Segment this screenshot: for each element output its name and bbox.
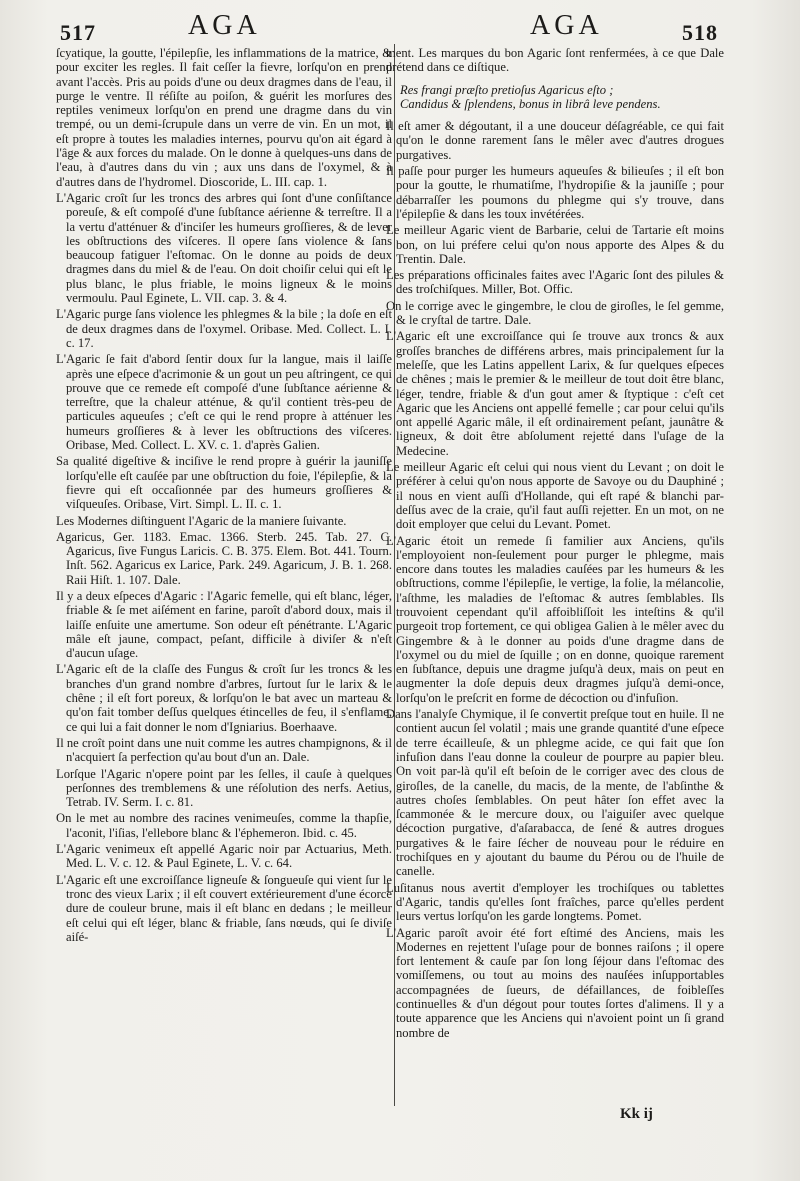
paragraph: Il ne croît point dans une nuit comme les autres champignons, & il n'acquiert ſa perfection qu'au bout d'un an. Dale. [56,735,392,765]
paragraph: On le corrige avec le gingembre, le clou de giroſles, le ſel gemme, & le cryſtal de tartre. Dale. [386,298,724,328]
paragraph: Lorſque l'Agaric n'opere point par les ſelles, il cauſe à quelques perſonnes des tremblemens & une réſolution des nerfs. Aetius, Tetrab. IV. Serm. I. c. 81. [56,766,392,810]
paragraph: Il paſſe pour purger les humeurs aqueuſes & bilieuſes ; il eſt bon pour la goutte, le rhumatiſme, l'hydropiſie & la jauniſſe ; pour débarraſſer les poumons du phlegme qui s'y trouve, dans l'épilepſie & dans les toux invétérées. [386,164,724,221]
latin-distich [386,83,724,112]
paragraph: On le met au nombre des racines venimeuſes, comme la thapſie, l'aconit, l'iſias, l'ellebore blanc & l'éphemeron. Ibid. c. 45. [56,811,392,840]
left-column [56,46,392,946]
paragraph: L'Agaric purge ſans violence les phlegmes & la bile ; la doſe en eſt de deux dragmes dans de l'oxymel. Oribase. Med. Collect. L. I. c. 17. [56,307,392,350]
paragraph: Agaricus, Ger. 1183. Emac. 1366. Sterb. 245. Tab. 27. C. Agaricus, ſive Fungus Laricis. C. B. 375. Elem. Bot. 441. Tourn. Inſt. 562. Agaricus ex Larice, Park. 249. Agaricum, J. B. 1. 268. Raii Hiſt. 1. 107. Dale. [56,529,392,587]
paragraph: L'Agaric venimeux eſt appellé Agaric noir par Actuarius, Meth. Med. L. V. c. 12. & Paul Eginete, L. V. c. 64. [56,842,392,871]
paragraph: Dans l'analyſe Chymique, il ſe convertit preſque tout en huile. Il ne contient aucun ſel volatil ; mais une grande quantité d'une eſpece de terre écailleuſe, & un phlegme acide, ce qui fait que ſon infuſion dans l'eau donne la couleur de pourpre au papier bleu. On voit par-là qu'il eſt beſoin de le corriger avec des clous de giroſles, de la canelle, du macis, de la mente, de l'abſinthe & autres choſes ſemblables. On peut hâter ſon effet avec la ſcammonée & le mercure doux, ou l'aiguiſer avec quelque décoction purgative, d'aſarabacca, de ſené & autres drogues purgatives & le faire ſécher de nouveau pour le réduire en trochiſques en y ajoutant du baume du Pérou ou de l'huile de canelle. [386,707,724,879]
left-header-word: AGA [188,10,261,41]
verse-line: Res frangi præſto pretioſus Agaricus eſto ; [400,82,614,97]
paragraph: L'Agaric eſt de la claſſe des Fungus & croît ſur les troncs & les branches d'un grand nombre d'arbres, ſurtout ſur le larix & le chêne ; il eſt fort poreux, & lorſqu'on le bat avec un marteau & qu'on fait tomber deſſus quelques étincelles de feu, il s'enflame, ce qui lui a fait donner le nom d'Igniarius. Boerhaave. [56,662,392,734]
paragraph: L'Agaric eſt une excroiſſance qui ſe trouve aux troncs & aux groſſes branches de différens arbres, mais principalement ſur la meleſſe, que les Latins appellent Larix, & ſur quelques eſpeces de chênes ; mais le premier & le meilleur de tout doit être blanc, léger, tendre, friable & d'un gout amer & ſtyptique : c'eſt cet Agaric que les Anciens ont appellé femelle ; car pour celui qu'ils ont appellé Agaric mâle, il eſt ordinairement peſant, jaunâtre & ligneux, & doit être abſolument rejetté dans l'uſage de la Medecine. [386,329,724,458]
paragraph: Le meilleur Agaric eſt celui qui nous vient du Levant ; on doit le préférer à celui qu'on nous apporte de Savoye ou du Dauphiné ; il nous en vient auſſi d'Hollande, qui eſt rapé & blanchi par-deſſus avec de la craie, qu'il faut auſſi rejetter. En un mot, on ne doit employer que celui du Levant. Pomet. [386,460,724,532]
signature-mark: Kk ij [620,1106,653,1122]
paragraph: Les préparations officinales faites avec l'Agaric ſont des pilules & des troſchiſques. Miller, Bot. Offic. [386,268,724,297]
paragraph: Luſitanus nous avertit d'employer les trochiſques ou tablettes d'Agaric, tandis qu'elles ſont fraîches, parce qu'elles perdent leurs vertus lorſqu'on les garde longtems. Pomet. [386,880,724,924]
right-header-word: AGA [530,10,603,41]
paragraph: ſcyatique, la goutte, l'épilepſie, les inflammations de la matrice, & pour exciter les regles. Il fait ceſſer la fievre, lorſqu'on en prend avant l'accès. Pris au poids d'une ou deux dragmes dans de l'eau, il purge le ventre. Il réſiſte au poiſon, & guérit les morſures des reptiles venimeux lorſqu'on en prend une dragme dans du vin trempé, ou un demi-ſcrupule dans un verre de vin. En un mot, il eſt propre à toutes les maladies internes, pourvu qu'on ait égard à l'âge & aux forces du malade. On le donne à quelques-uns dans de l'eau, à d'autres dans du vin ; aux uns dans de l'oxymel, & à d'autres dans de l'hydromel. Dioscoride, L. III. cap. 1. [56,46,392,189]
paragraph: Les Modernes diſtinguent l'Agaric de la maniere ſuivante. [56,513,347,528]
running-head [0,6,800,46]
paragraph: Le meilleur Agaric vient de Barbarie, celui de Tartarie eſt moins bon, on lui préfere celui qu'on nous apporte des Alpes & du Trentin. Dale. [386,223,724,266]
right-column [386,46,724,1042]
paragraph: L'Agaric croît ſur les troncs des arbres qui ſont d'une conſiſtance poreuſe, & eſt compoſé d'une ſubſtance aérienne & terreſtre. Il a la vertu d'atténuer & d'inciſer les humeurs groſſieres, & de lever les obſtructions des viſceres. Il opere ſans violence & ſans beaucoup fatiguer l'eſtomac. On le donne au poids de deux dragmes dans du miel & de l'eau. On doit choiſir celui qui eſt le plus blanc, le plus friable, le moins ligneux & le moins vermoulu. Paul Eginete, L. VII. cap. 3. & 4. [56,190,392,306]
left-page-number: 517 [60,20,96,45]
paragraph: Il eſt amer & dégoutant, il a une douceur déſagréable, ce qui fait qu'on le donne rarement ſans le mêler avec d'autres drogues purgatives. [386,119,724,162]
paragraph: L'Agaric étoit un remede ſi familier aux Anciens, qu'ils l'employoient non-ſeulement pour purger le phlegme, mais encore dans toutes les maladies cauſées par les humeurs & les obſtructions, comme l'épilepſie, le vertige, la folie, la mélancolie, l'aſthme, les maladies de l'eſtomac & autres ſemblables. Ils trouvoient cependant qu'il affoibliſſoit les inteſtins & qu'il purgeoit trop fortement, ce qui obligea Galien à le mêler avec du Gingembre & à le donner au poids d'une dragme dans de l'oxymel ou du miel de ſquille ; on en donne, quoique rarement en ſubſtance, depuis une dragme juſqu'à deux, mais on peut en augmenter la doſe depuis deux dragmes juſqu'à demi-once, lorſqu'on le preſcrit en forme de décoction ou d'infuſion. [386,533,724,705]
paragraph: L'Agaric ſe fait d'abord ſentir doux ſur la langue, mais il laiſſe après une eſpece d'acrimonie & un gout un peu aſtringent, ce qui prouve que ce remede eſt compoſé d'une ſubſtance aérienne & terreſtre, que la chaleur atténue, & qu'il contient très-peu de particules aqueuſes ; c'eſt ce qui le rend propre à atténuer les humeurs groſſieres & à lever les obſtructions des viſceres. Oribase, Med. Collect. L. XV. c. 1. d'après Galien. [56,352,392,453]
paragraph: L'Agaric eſt une excroiſſance ligneuſe & ſongueuſe qui vient ſur le tronc des vieux Larix ; il eſt couvert extérieurement d'une écorce dure de couleur brune, mais il eſt blanc en dedans ; le meilleur eſt celui qui eſt léger, blanc & friable, ſans nœuds, qui ſe diviſe aiſé- [56,872,392,944]
right-page-number: 518 [682,20,718,45]
paragraph: L'Agaric paroît avoir été fort eſtimé des Anciens, mais les Modernes en rejettent l'uſage pour de bonnes raiſons ; il opere fort lentement & cauſe par ſon long ſéjour dans l'eſtomac des vomiſſemens, ou tout au moins des nauſées inſupportables accompagnées de ſueurs, de défaillances, de foibleſſes continuelles & d'un dégout pour toutes ſortes d'alimens. Il y a toute apparence que les Anciens qui n'avoient point un ſi grand nombre de [386,925,724,1040]
verse-line: Candidus & ſplendens, bonus in librâ leve pendens. [400,96,661,111]
paragraph: Il y a deux eſpeces d'Agaric : l'Agaric femelle, qui eſt blanc, léger, friable & ſe met aiſément en farine, paroît d'abord doux, mais il laiſſe enſuite une amertume. Son odeur eſt pénétrante. L'Agaric mâle eſt jaune, compact, peſant, difficile à diviſer & n'eſt d'aucun uſage. [56,588,392,661]
paragraph: ment. Les marques du bon Agaric ſont renfermées, à ce que Dale prétend dans ce diſtique. [386,46,724,75]
paragraph: Sa qualité digeſtive & inciſive le rend propre à guérir la jauniſſe lorſqu'elle eſt cauſée par une obſtruction du foie, l'épilepſie, & la fievre qui eſt occaſionnée par des humeurs groſſieres & viſqueuſes. Oribase, Virt. Simpl. L. II. c. 1. [56,454,392,512]
